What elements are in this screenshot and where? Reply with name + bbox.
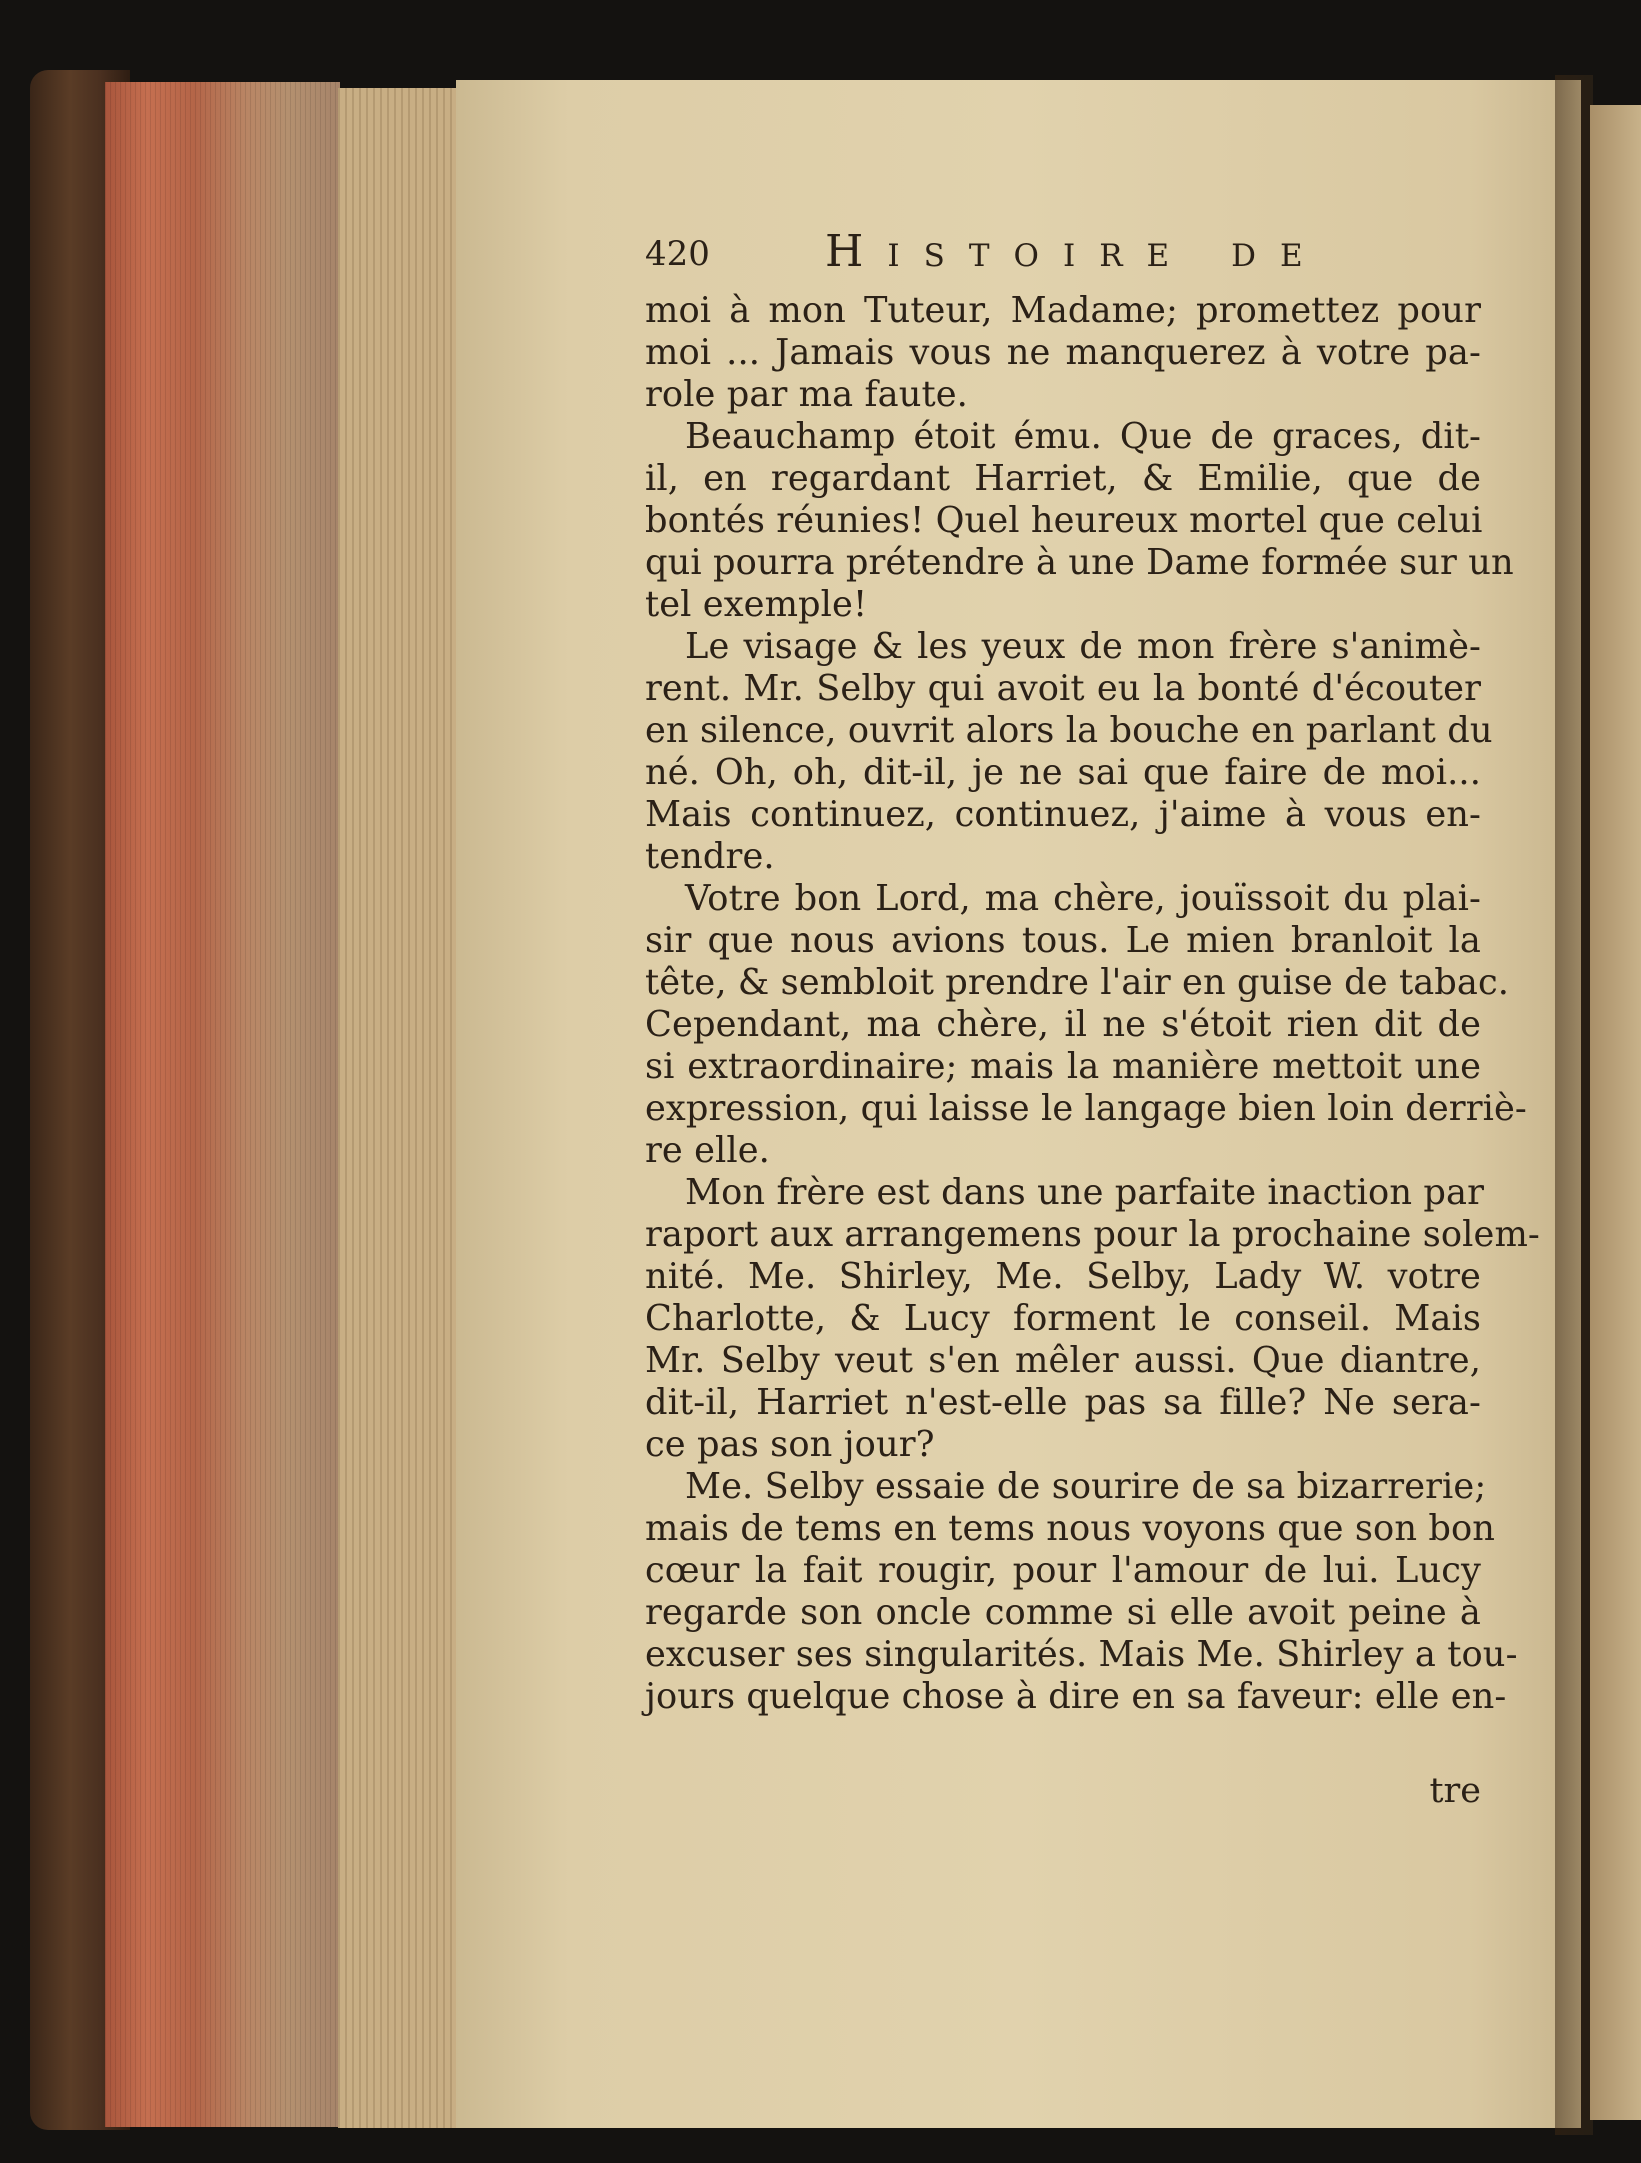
text-line: en silence, ouvrit alors la bouche en parlant du	[645, 710, 1493, 751]
text-line: cœur la fait rougir, pour l'amour de lui. Lucy	[645, 1550, 1481, 1591]
text-line: dit-il, Harriet n'est-elle pas sa fille? Ne sera-	[645, 1382, 1481, 1423]
text-line: tel exemple!	[645, 584, 868, 625]
text-line: tendre.	[645, 836, 775, 877]
catchword: tre	[1429, 1771, 1481, 1811]
text-line: Charlotte, & Lucy forment le conseil. Mais	[645, 1298, 1481, 1339]
text-line: bontés réunies! Quel heureux mortel que celui	[645, 500, 1483, 541]
text-line: né. Oh, oh, dit-il, je ne sai que faire de moi...	[645, 752, 1481, 793]
text-line: nité. Me. Shirley, Me. Selby, Lady W. votre	[645, 1256, 1481, 1297]
text-line: rent. Mr. Selby qui avoit eu la bonté d'écouter	[645, 668, 1481, 709]
page-edges	[105, 82, 340, 2127]
body-text	[645, 290, 1540, 1718]
running-head	[645, 226, 1481, 286]
text-line: qui pourra prétendre à une Dame formée sur un	[645, 542, 1514, 583]
text-line: jours quelque chose à dire en sa faveur: elle en-	[645, 1676, 1507, 1717]
running-head-title: Histoire de	[825, 226, 1327, 277]
text-line: Le visage & les yeux de mon frère s'animè-	[685, 626, 1481, 667]
text-line: si extraordinaire; mais la manière mettoit une	[645, 1046, 1481, 1087]
text-line: moi à mon Tuteur, Madame; promettez pour	[645, 290, 1481, 331]
text-line: re elle.	[645, 1130, 770, 1171]
text-line: Beauchamp étoit ému. Que de graces, dit-	[685, 416, 1481, 457]
text-line: raport aux arrangemens pour la prochaine solem-	[645, 1214, 1540, 1255]
text-line: Mr. Selby veut s'en mêler aussi. Que diantre,	[645, 1340, 1481, 1381]
text-line: role par ma faute.	[645, 374, 968, 415]
text-line: Mon frère est dans une parfaite inaction par	[685, 1172, 1484, 1213]
text-line: ce pas son jour?	[645, 1424, 935, 1465]
text-line: regarde son oncle comme si elle avoit peine à	[645, 1592, 1481, 1633]
page-number: 420	[645, 234, 710, 274]
text-line: Cependant, ma chère, il ne s'étoit rien dit de	[645, 1004, 1481, 1045]
text-line: mais de tems en tems nous voyons que son bon	[645, 1508, 1496, 1549]
text-line: moi ... Jamais vous ne manquerez à votre pa-	[645, 332, 1481, 373]
text-line: tête, & sembloit prendre l'air en guise de tabac.	[645, 962, 1510, 1003]
facing-page-edge	[1590, 105, 1641, 2120]
text-line: expression, qui laisse le langage bien loin derriè-	[645, 1088, 1527, 1129]
gutter-shadow	[1555, 75, 1593, 2135]
text-line: Votre bon Lord, ma chère, jouïssoit du plai-	[685, 878, 1481, 919]
text-line: sir que nous avions tous. Le mien branloit la	[645, 920, 1481, 961]
text-line: Me. Selby essaie de sourire de sa bizarrerie;	[685, 1466, 1487, 1507]
page-stack	[338, 88, 464, 2128]
text-line: excuser ses singularités. Mais Me. Shirley a tou-	[645, 1634, 1518, 1675]
text-block	[645, 226, 1540, 1811]
text-line: Mais continuez, continuez, j'aime à vous en-	[645, 794, 1481, 835]
text-line: il, en regardant Harriet, & Emilie, que de	[645, 458, 1481, 499]
